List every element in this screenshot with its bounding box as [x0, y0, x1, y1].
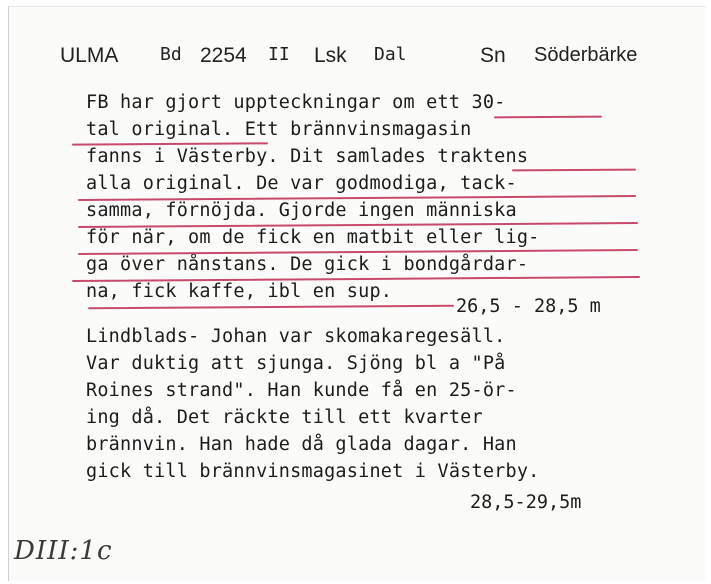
text-line: Var duktig att sjunga. Sjöng bl a "På: [86, 353, 506, 374]
reference-1: 26,5 - 28,5 m: [456, 296, 601, 317]
parish-label: Sn: [480, 44, 506, 67]
text-line: ga över nånstans. De gick i bondgårdar-: [86, 254, 529, 275]
text-line: tal original. Ett brännvinsmagasin: [86, 119, 472, 140]
text-line: för när, om de fick en matbit eller lig-: [86, 227, 540, 248]
handwritten-classification: DIII:1c: [14, 536, 113, 566]
text-line: ing då. Det räckte till ett kvarter: [86, 407, 483, 428]
archive-name: ULMA: [60, 44, 119, 67]
parish-name: Söderbärke: [534, 44, 638, 66]
volume-prefix: Bd: [160, 44, 182, 65]
text-line: alla original. De var godmodiga, tack-: [86, 173, 517, 194]
region-name: Dal: [374, 44, 407, 65]
card-header: [60, 44, 663, 74]
text-line: na, fick kaffe, ibl en sup.: [86, 281, 393, 302]
region-label: Lsk: [314, 44, 347, 67]
text-line: Lindblads- Johan var skomakaregesäll.: [86, 326, 506, 347]
text-line: fanns i Västerby. Dit samlades traktens: [86, 146, 529, 167]
volume-part: II: [268, 44, 290, 65]
text-line: FB har gjort uppteckningar om ett 30-: [86, 92, 506, 113]
text-line: gick till brännvinsmagasinet i Västerby.: [86, 461, 540, 482]
text-line: samma, förnöjda. Gjorde ingen människa: [86, 200, 517, 221]
text-line: Roines strand". Han kunde få en 25-ör-: [86, 380, 517, 401]
volume-number: 2254: [200, 44, 247, 67]
reference-2: 28,5-29,5m: [470, 492, 582, 513]
text-line: brännvin. Han hade då glada dagar. Han: [86, 434, 517, 455]
